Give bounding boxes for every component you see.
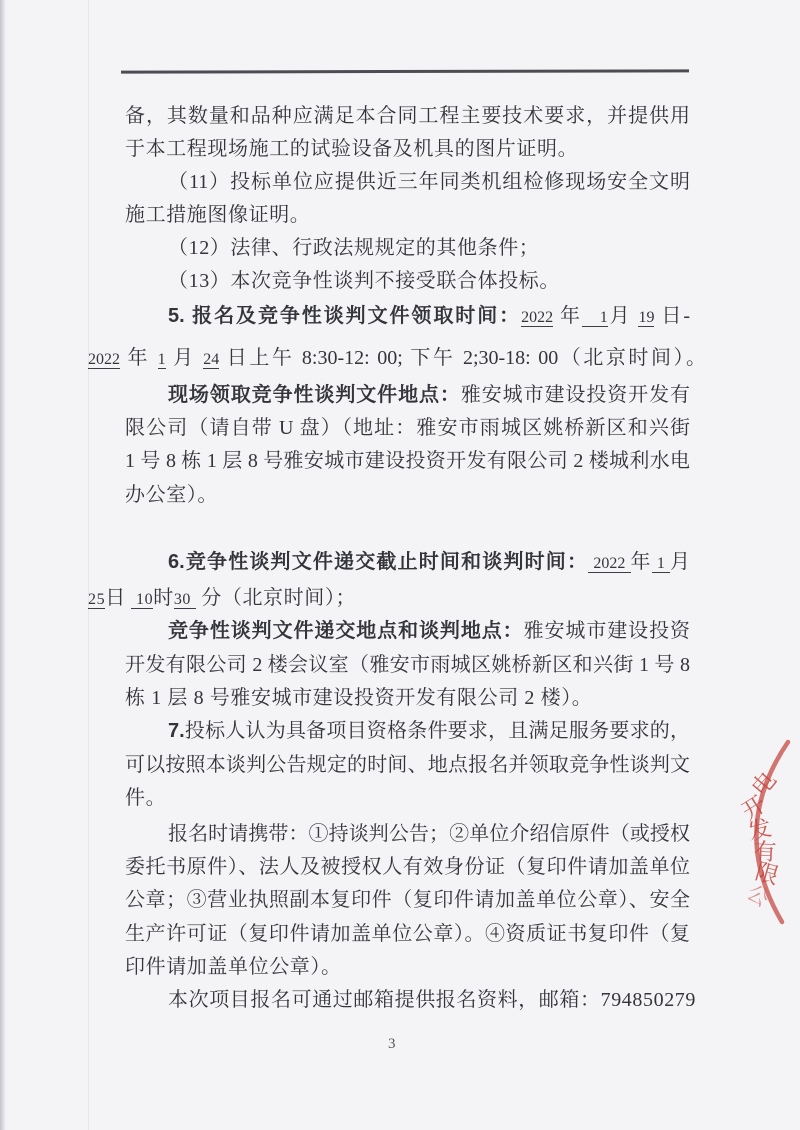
text-segment: 年 xyxy=(630,551,652,573)
text-line xyxy=(88,582,356,615)
text-segment: 年 xyxy=(553,305,582,327)
text-line xyxy=(125,479,218,512)
text-line xyxy=(168,232,539,265)
text-segment: 月 xyxy=(670,551,691,573)
underlined-field-value: 1 xyxy=(157,351,166,368)
text-line xyxy=(125,133,578,166)
text-segment: 公章；③营业执照副本复印件（复印件请加盖单位公章）、安全 xyxy=(125,889,690,911)
text-segment: 日- xyxy=(654,305,690,327)
bold-label: 现场领取竞争性谈判文件地点： xyxy=(168,384,461,406)
text-segment: 日上午 8:30-12: 00; 下午 2;30-18: 00（北京时间）。 xyxy=(219,347,707,369)
text-segment: 件。 xyxy=(125,787,167,809)
text-line xyxy=(125,682,592,715)
text-segment: 1 号 8 栋 1 层 8 号雅安城市建设投资开发有限公司 2 楼城利水电 xyxy=(125,450,690,472)
stamp-character: 公 xyxy=(742,880,774,912)
underlined-field-value: 10 xyxy=(131,591,154,608)
text-line xyxy=(168,379,690,412)
text-line xyxy=(168,615,690,648)
text-line xyxy=(125,918,690,951)
text-line xyxy=(125,851,690,884)
stamp-ring-arc xyxy=(756,742,788,922)
text-line xyxy=(125,782,166,815)
underlined-field-value: 1 xyxy=(651,555,671,572)
text-line xyxy=(125,412,690,445)
text-line xyxy=(125,649,690,682)
stamp-character: 电 xyxy=(747,767,781,801)
horizontal-rule xyxy=(121,69,689,73)
text-line xyxy=(125,884,690,917)
text-segment: 月 xyxy=(165,347,204,369)
underlined-field-value: 25 xyxy=(88,591,106,608)
underlined-field-value: 2022 xyxy=(88,351,120,368)
underlined-field-value: 30 xyxy=(173,591,196,608)
text-segment: 办公室）。 xyxy=(125,484,218,506)
text-line xyxy=(88,342,706,375)
stamp-character: 发 xyxy=(745,815,775,845)
text-segment: 雅安城市建设投资开发有 xyxy=(460,384,691,406)
text-line xyxy=(168,166,690,199)
text-segment: 可以按照本谈判公告规定的时间、地点报名并领取竞争性谈判文 xyxy=(125,754,690,776)
text-line xyxy=(125,951,342,984)
text-line xyxy=(168,984,696,1017)
text-line xyxy=(168,715,690,748)
text-line xyxy=(168,818,690,851)
stamp-character: 有 xyxy=(753,839,777,865)
text-segment: 开发有限公司 2 楼会议室（雅安市雨城区姚桥新区和兴街 1 号 8 xyxy=(125,654,690,676)
text-segment: 日 xyxy=(105,587,132,609)
text-line xyxy=(125,199,310,232)
text-line xyxy=(168,546,690,579)
text-line xyxy=(125,749,690,782)
text-segment: （11）投标单位应提供近三年同类机组检修现场安全文明 xyxy=(168,171,690,193)
text-line xyxy=(168,300,690,333)
text-segment: 分（北京时间）； xyxy=(195,587,357,609)
bold-label: 6.竞争性谈判文件递交截止时间和谈判时间： xyxy=(168,551,589,573)
text-line xyxy=(125,100,690,133)
underlined-field-value: 2022 xyxy=(521,309,554,326)
text-segment: 施工措施图像证明。 xyxy=(125,204,311,226)
underlined-field-value: 1 xyxy=(581,309,608,326)
text-segment: 投标人认为具备项目资格条件要求，且满足服务要求的， xyxy=(184,720,690,742)
page-number: 3 xyxy=(388,1036,396,1052)
stamp-character: 开 xyxy=(737,791,771,825)
text-line xyxy=(125,445,690,478)
text-segment: 备，其数量和品种应满足本合同工程主要技术要求，并提供用 xyxy=(125,105,690,127)
bold-label: 7. xyxy=(168,720,185,742)
text-segment: 时 xyxy=(153,587,174,609)
text-segment: 本次项目报名可通过邮箱提供报名资料，邮箱：794850279 xyxy=(168,989,696,1011)
underlined-field-value: 19 xyxy=(638,309,655,326)
text-segment: 生产许可证（复印件请加盖单位公章）。④资质证书复印件（复 xyxy=(125,923,690,945)
scan-fold-line xyxy=(88,0,89,1130)
text-segment: （12）法律、行政法规规定的其他条件； xyxy=(168,237,540,259)
page-edge-shadow xyxy=(0,0,6,1130)
text-segment: 印件请加盖单位公章）。 xyxy=(125,956,342,978)
underlined-field-value: 24 xyxy=(203,351,220,368)
red-stamp xyxy=(710,730,800,960)
text-segment: 于本工程现场施工的试验设备及机具的图片证明。 xyxy=(125,138,579,160)
text-line xyxy=(168,265,560,298)
text-segment: 年 xyxy=(120,347,158,369)
text-segment: 月 xyxy=(607,305,639,327)
text-segment: 限公司（请自带 U 盘）（地址：雅安市雨城区姚桥新区和兴街 xyxy=(125,417,690,439)
text-segment: （13）本次竞争性谈判不接受联合体投标。 xyxy=(168,270,560,292)
bold-label: 竞争性谈判文件递交地点和谈判地点： xyxy=(168,620,524,642)
stamp-character: 限 xyxy=(752,858,782,890)
bold-label: 5. 报名及竞争性谈判文件领取时间： xyxy=(168,305,522,327)
text-segment: 栋 1 层 8 号雅安城市建设投资开发有限公司 2 楼）。 xyxy=(125,687,593,709)
text-segment: 委托书原件）、法人及被授权人有效身份证（复印件请加盖单位 xyxy=(125,856,690,878)
text-segment: 雅安城市建设投资 xyxy=(523,620,691,642)
text-segment: 报名时请携带：①持谈判公告；②单位介绍信原件（或授权 xyxy=(168,823,690,845)
underlined-field-value: 2022 xyxy=(588,555,631,572)
